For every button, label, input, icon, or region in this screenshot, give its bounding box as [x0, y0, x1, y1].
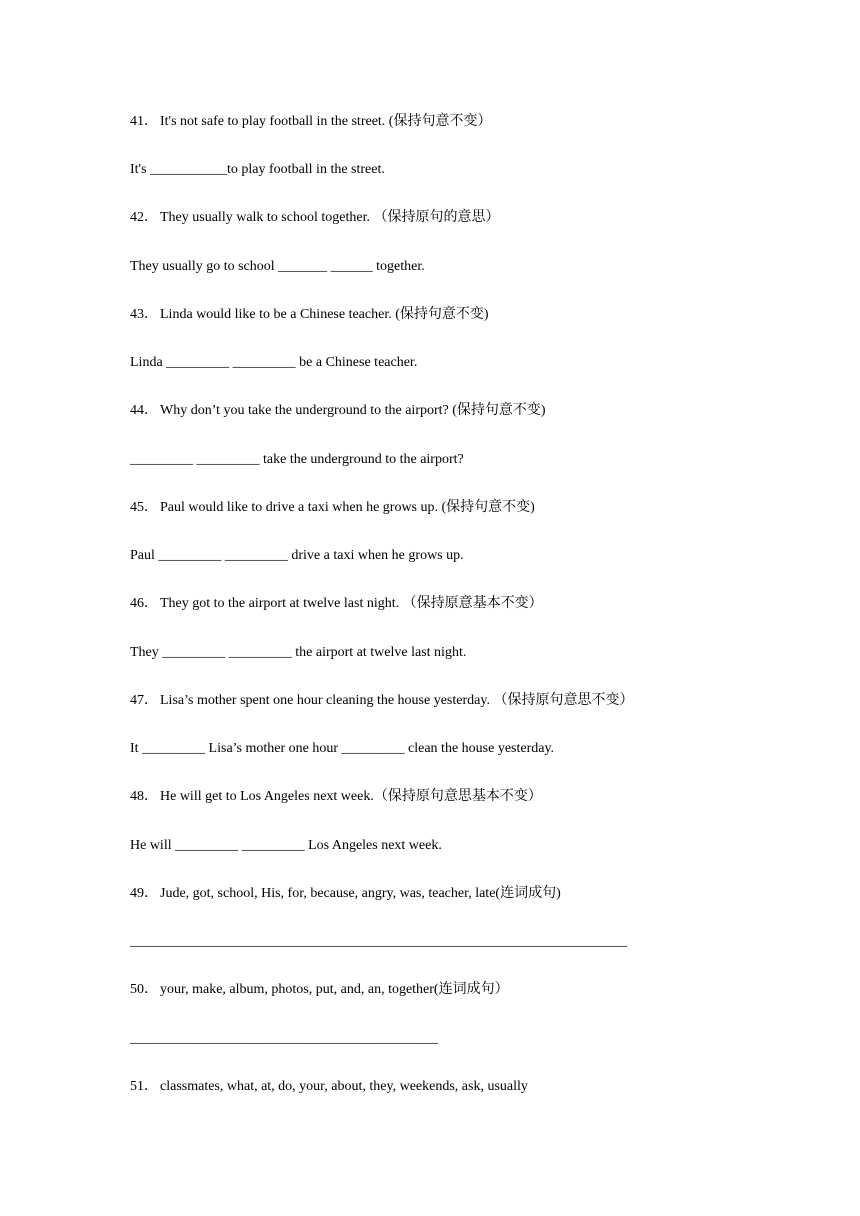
question-42-prompt: [130, 209, 499, 227]
question-number: 48．: [130, 789, 158, 804]
question-text: Lisa’s mother spent one hour cleaning the house yesterday. （保持原句意思不变）: [160, 693, 634, 708]
question-50-prompt: [130, 981, 509, 999]
question-48-prompt: [130, 788, 542, 806]
question-number: 51．: [130, 1079, 158, 1094]
question-45-answer: Paul _________ _________ drive a taxi when he grows up.: [130, 548, 464, 563]
question-43-prompt: [130, 306, 489, 324]
question-48-answer: He will _________ _________ Los Angeles next week.: [130, 838, 442, 853]
question-41-answer: It's ___________to play football in the street.: [130, 162, 385, 177]
question-50-answer-line: ____________________________________________: [130, 1031, 438, 1046]
question-number: 43．: [130, 307, 158, 322]
question-44-answer: _________ _________ take the underground to the airport?: [130, 452, 464, 467]
question-number: 42．: [130, 210, 158, 225]
question-text: Paul would like to drive a taxi when he grows up. (保持句意不变): [160, 500, 535, 515]
question-49-prompt: [130, 885, 561, 903]
question-47-prompt: [130, 692, 633, 710]
question-text: your, make, album, photos, put, and, an, together(连词成句）: [160, 982, 509, 997]
question-49-answer-line: _______________________________________________________________________: [130, 934, 627, 949]
question-text: Why don’t you take the underground to the airport? (保持句意不变): [160, 403, 546, 418]
question-text: classmates, what, at, do, your, about, they, weekends, ask, usually: [160, 1079, 528, 1094]
question-number: 45．: [130, 500, 158, 515]
question-44-prompt: [130, 402, 546, 420]
question-number: 46．: [130, 596, 158, 611]
question-number: 47．: [130, 693, 158, 708]
question-text: Linda would like to be a Chinese teacher. (保持句意不变): [160, 307, 489, 322]
question-45-prompt: [130, 499, 535, 517]
question-46-answer: They _________ _________ the airport at twelve last night.: [130, 645, 467, 660]
question-number: 50．: [130, 982, 158, 997]
question-42-answer: They usually go to school _______ ______ together.: [130, 259, 425, 274]
question-41-prompt: [130, 113, 491, 131]
question-text: They usually walk to school together. （保持原句的意思）: [160, 210, 500, 225]
question-51-prompt: [130, 1078, 528, 1096]
question-43-answer: Linda _________ _________ be a Chinese teacher.: [130, 355, 418, 370]
question-number: 49．: [130, 886, 158, 901]
question-text: It's not safe to play football in the street. (保持句意不变）: [160, 114, 492, 129]
question-text: They got to the airport at twelve last night. （保持原意基本不变）: [160, 596, 543, 611]
question-text: He will get to Los Angeles next week.（保持原句意思基本不变）: [160, 789, 542, 804]
question-number: 41．: [130, 114, 158, 129]
question-text: Jude, got, school, His, for, because, angry, was, teacher, late(连词成句): [160, 886, 561, 901]
question-number: 44．: [130, 403, 158, 418]
question-47-answer: It _________ Lisa’s mother one hour _________ clean the house yesterday.: [130, 741, 555, 756]
question-46-prompt: [130, 595, 543, 613]
